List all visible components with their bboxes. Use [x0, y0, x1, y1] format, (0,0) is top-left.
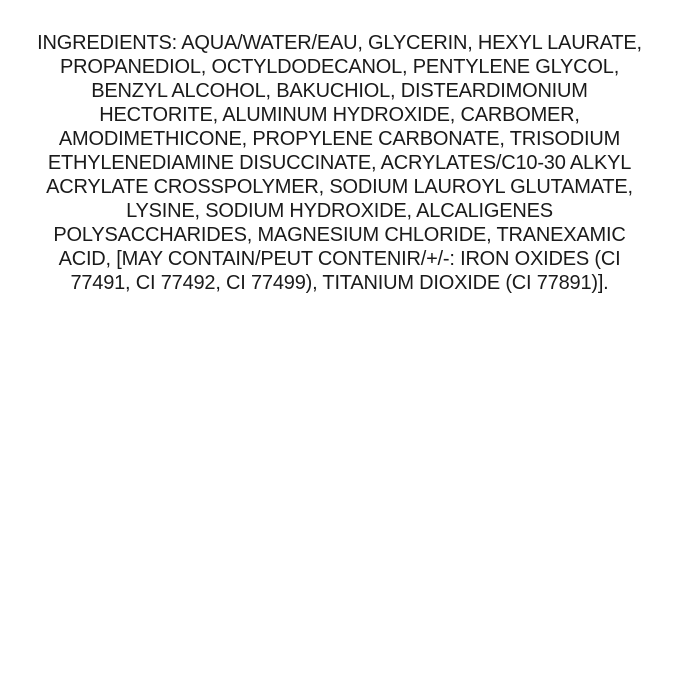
ingredients-text-line: 77491, CI 77492, CI 77499), TITANIUM DIOXIDE (CI 77891)].	[70, 272, 609, 294]
ingredients-text-line: BENZYL ALCOHOL, BAKUCHIOL, DISTEARDIMONIUM	[91, 80, 588, 102]
ingredients-text-line: ACRYLATE CROSSPOLYMER, SODIUM LAUROYL GLUTAMATE,	[46, 176, 633, 198]
ingredients-text-line: POLYSACCHARIDES, MAGNESIUM CHLORIDE, TRANEXAMIC	[53, 224, 626, 246]
ingredients-text-line: INGREDIENTS: AQUA/WATER/EAU, GLYCERIN, HEXYL LAURATE,	[37, 32, 642, 54]
ingredients-text-line: AMODIMETHICONE, PROPYLENE CARBONATE, TRISODIUM	[58, 128, 621, 150]
ingredients-text-line: ACID, [MAY CONTAIN/PEUT CONTENIR/+/-: IRON OXIDES (CI	[58, 248, 621, 270]
ingredients-text-line: LYSINE, SODIUM HYDROXIDE, ALCALIGENES	[126, 200, 553, 222]
ingredients-text-line: ETHYLENEDIAMINE DISUCCINATE, ACRYLATES/C10-30 ALKYL	[47, 152, 632, 174]
ingredients-text-line: PROPANEDIOL, OCTYLDODECANOL, PENTYLENE GLYCOL,	[59, 56, 620, 78]
ingredients-text-line: HECTORITE, ALUMINUM HYDROXIDE, CARBOMER,	[99, 104, 580, 126]
ingredients-list	[0, 31, 679, 295]
